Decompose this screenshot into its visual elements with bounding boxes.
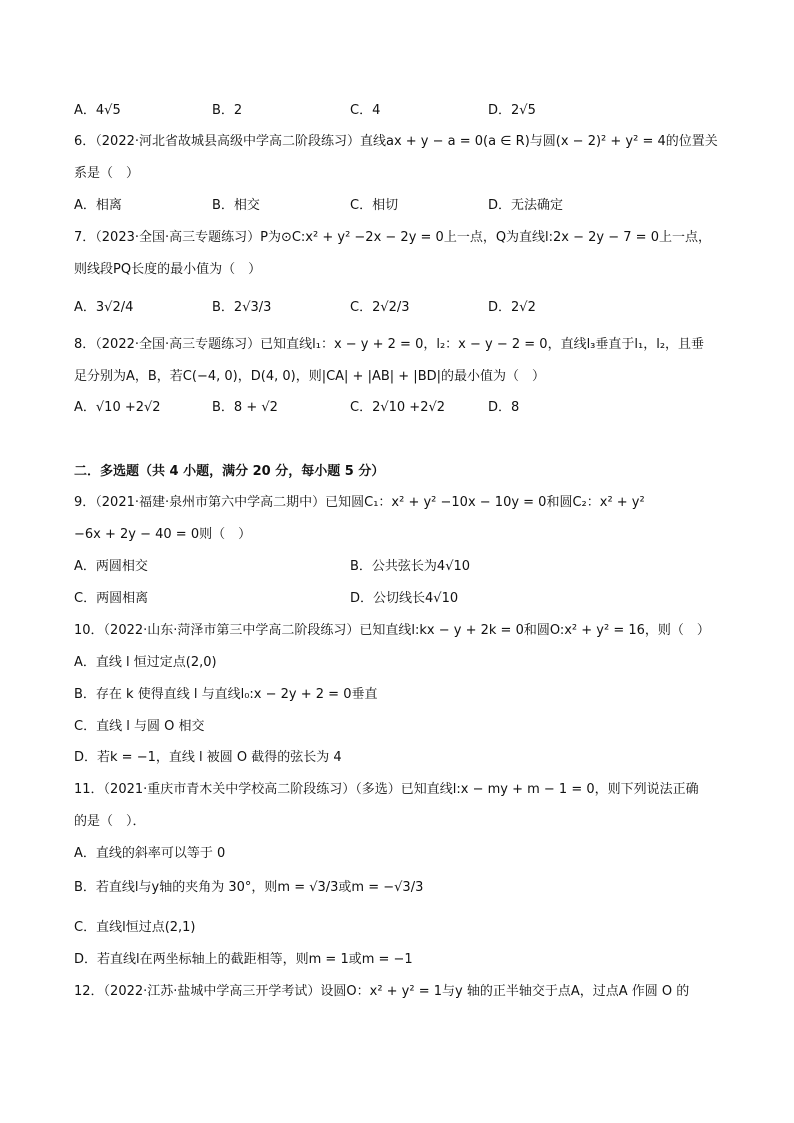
q6-option-a: A．相离 (74, 198, 122, 213)
q12-stem-line1: 12．（2022·江苏·盐城中学高三开学考试）设圆O：x² + y² = 1与y 轴的正半轴交于点A，过点A 作圆 O 的 (74, 984, 690, 999)
q8-option-c: C．2√10 +2√2 (350, 400, 446, 415)
q11-stem-line2: 的是（ ）． (74, 814, 146, 829)
q5-options (74, 101, 724, 121)
q6-options (74, 196, 724, 216)
q6-option-d: D．无法确定 (488, 198, 564, 213)
q6-option-c: C．相切 (350, 198, 399, 213)
q9-option-d: D．公切线长4√10 (350, 591, 459, 606)
q8-options (74, 398, 724, 418)
q9-options-row2 (74, 589, 724, 609)
q11-option-d: D．若直线l在两坐标轴上的截距相等，则m = 1或m = −1 (74, 952, 413, 967)
q11-option-c: C．直线l恒过点(2,1) (74, 920, 196, 935)
q10-option-b: B．存在 k 使得直线 l 与直线l₀:x − 2y + 2 = 0垂直 (74, 687, 378, 702)
q7-stem-line2: 则线段PQ长度的最小值为（ ） (74, 262, 262, 277)
q8-stem-line2: 足分别为A，B，若C(−4, 0)，D(4, 0)，则|CA| + |AB| + |BD|的最小值为（ ） (74, 369, 545, 384)
q7-option-b: B．2√3/3 (212, 300, 272, 315)
q9-stem-line1: 9．（2021·福建·泉州市第六中学高二期中）已知圆C₁：x² + y² −10x − 10y = 0和圆C₂：x² + y² (74, 495, 645, 510)
q5-option-a: A．4√5 (74, 103, 121, 118)
q8-option-b: B．8 + √2 (212, 400, 278, 415)
q8-option-d: D．8 (488, 400, 520, 415)
section-heading: 二．多选题（共 4 小题，满分 20 分，每小题 5 分） (74, 464, 385, 479)
q7-option-c: C．2√2/3 (350, 300, 410, 315)
q11-option-a: A．直线的斜率可以等于 0 (74, 846, 226, 861)
q7-option-d: D．2√2 (488, 300, 536, 315)
q11-stem-line1: 11．（2021·重庆市青木关中学校高二阶段练习）（多选）已知直线l:x − my + m − 1 = 0，则下列说法正确 (74, 782, 699, 797)
q9-stem-line2: −6x + 2y − 40 = 0则（ ） (74, 527, 252, 542)
q5-option-c: C．4 (350, 103, 381, 118)
q5-option-d: D．2√5 (488, 103, 536, 118)
q5-option-b: B．2 (212, 103, 243, 118)
q10-stem: 10．（2022·山东·菏泽市第三中学高二阶段练习）已知直线l:kx − y + 2k = 0和圆O:x² + y² = 16，则（ ） (74, 623, 710, 638)
q7-option-a: A．3√2/4 (74, 300, 134, 315)
q8-option-a: A．√10 +2√2 (74, 400, 161, 415)
q11-option-b: B．若直线l与y轴的夹角为 30°，则m = √3/3或m = −√3/3 (74, 880, 424, 895)
q10-option-a: A．直线 l 恒过定点(2,0) (74, 655, 217, 670)
q9-options-row1 (74, 557, 724, 577)
q9-option-c: C．两圆相离 (74, 591, 149, 606)
q7-stem-line1: 7．（2023·全国·高三专题练习）P为⊙C:x² + y² −2x − 2y = 0上一点，Q为直线l:2x − 2y − 7 = 0上一点， (74, 230, 711, 245)
q6-stem-line2: 系是（ ） (74, 166, 140, 181)
q6-stem-line1: 6．（2022·河北省故城县高级中学高二阶段练习）直线ax + y − a = 0(a ∈ R)与圆(x − 2)² + y² = 4的位置关 (74, 134, 718, 149)
q9-option-a: A．两圆相交 (74, 559, 148, 574)
q10-option-d: D．若k = −1，直线 l 被圆 O 截得的弦长为 4 (74, 750, 342, 765)
q10-option-c: C．直线 l 与圆 O 相交 (74, 719, 205, 734)
q6-option-b: B．相交 (212, 198, 260, 213)
q7-options (74, 298, 724, 318)
q8-stem-line1: 8．（2022·全国·高三专题练习）已知直线l₁：x − y + 2 = 0，l₂：x − y − 2 = 0，直线l₃垂直于l₁，l₂，且垂 (74, 337, 705, 352)
q9-option-b: B．公共弦长为4√10 (350, 559, 471, 574)
